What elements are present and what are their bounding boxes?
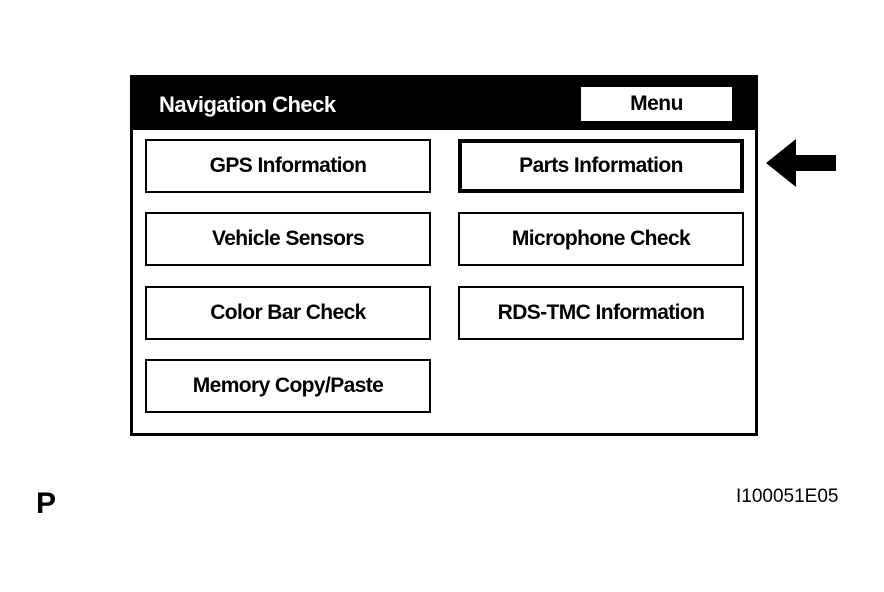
memory-copy-paste-button[interactable]: Memory Copy/Paste [145, 359, 431, 413]
navigation-check-screen [130, 75, 758, 436]
title-bar [133, 78, 755, 130]
vehicle-sensors-button[interactable]: Vehicle Sensors [145, 212, 431, 266]
figure-id: I100051E05 [736, 486, 839, 507]
color-bar-check-button[interactable]: Color Bar Check [145, 286, 431, 340]
rds-tmc-information-button[interactable]: RDS-TMC Information [458, 286, 744, 340]
gps-information-button[interactable]: GPS Information [145, 139, 431, 193]
section-letter: P [36, 487, 57, 520]
menu-button[interactable]: Menu [581, 87, 732, 121]
parts-information-button[interactable]: Parts Information [458, 139, 744, 193]
left-arrow-icon [766, 139, 838, 187]
microphone-check-button[interactable]: Microphone Check [458, 212, 744, 266]
screen-title: Navigation Check [159, 92, 336, 117]
